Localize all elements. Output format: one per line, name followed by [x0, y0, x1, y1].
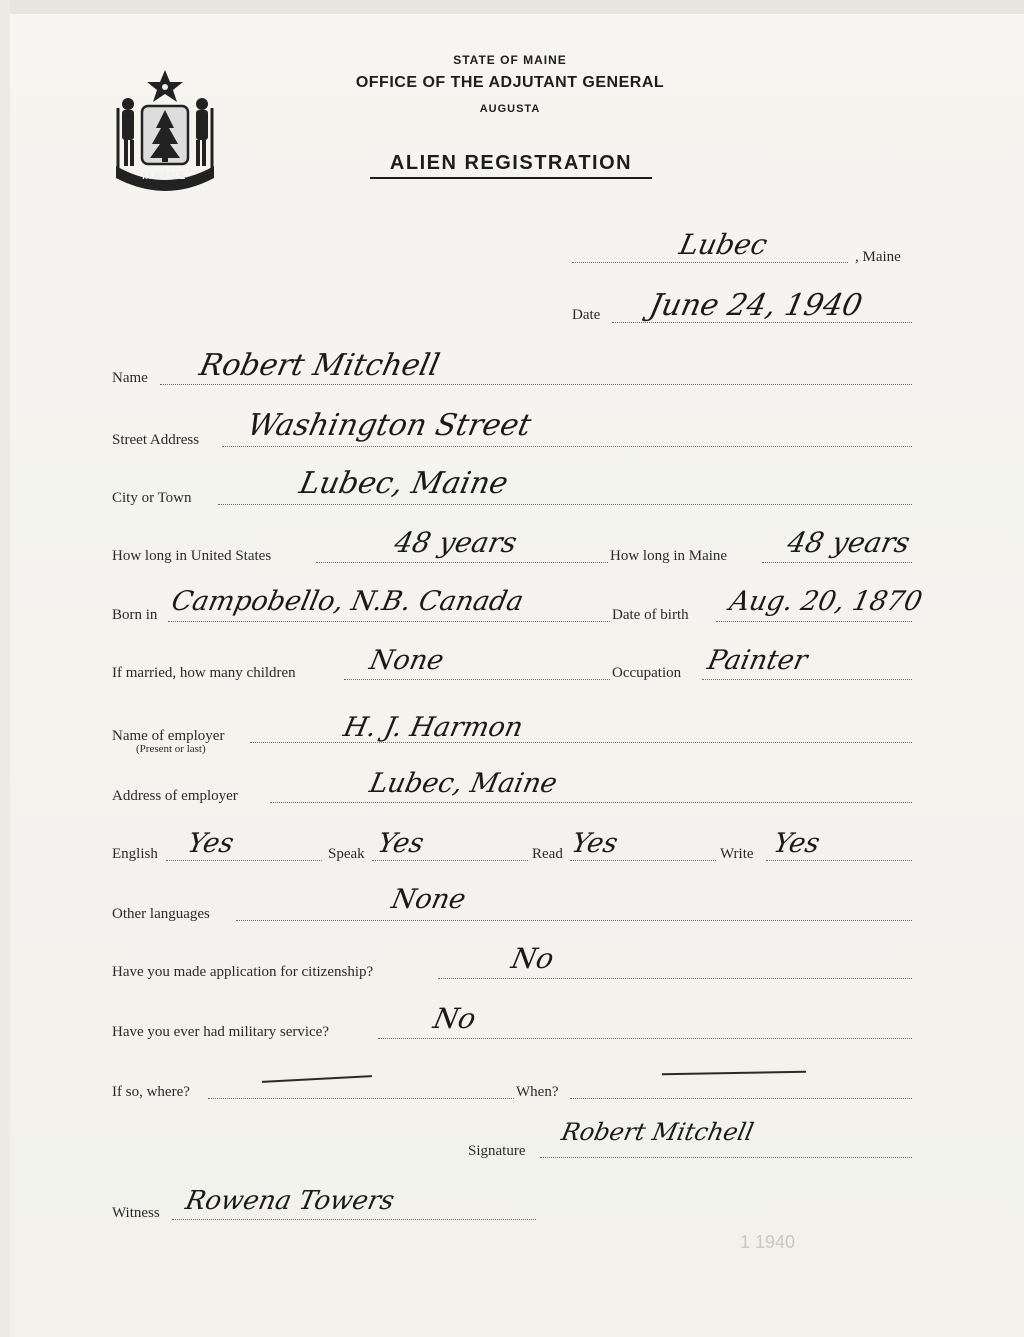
header-office: OFFICE OF THE ADJUTANT GENERAL [355, 74, 665, 91]
signature-line [540, 1157, 912, 1158]
military-label: Have you ever had military service? [112, 1024, 329, 1040]
header-city: AUGUSTA [479, 103, 541, 115]
where-dash-mark [262, 1075, 372, 1083]
write-value[interactable]: Yes [770, 828, 823, 859]
dob-value[interactable]: Aug. 20, 1870 [726, 586, 925, 617]
speak-line [372, 860, 528, 861]
city-label: City or Town [112, 490, 192, 506]
write-label: Write [720, 846, 754, 862]
employer-address-line [270, 802, 912, 803]
read-line [570, 860, 716, 861]
street-value[interactable]: Washington Street [244, 408, 535, 443]
town-line [572, 262, 848, 263]
witness-value[interactable]: Rowena Towers [182, 1186, 397, 1216]
employer-address-value[interactable]: Lubec, Maine [366, 768, 560, 799]
scan-border-left [0, 0, 10, 1337]
long-maine-label: How long in Maine [610, 548, 728, 564]
long-us-value[interactable]: 48 years [391, 526, 520, 559]
other-languages-line [236, 920, 912, 921]
when-label: When? [516, 1084, 559, 1100]
long-us-label: How long in United States [112, 548, 272, 564]
employer-value[interactable]: H. J. Harmon [340, 712, 526, 743]
write-line [766, 860, 912, 861]
town-value[interactable]: Lubec [676, 228, 771, 261]
read-label: Read [532, 846, 563, 862]
when-dash-mark [662, 1071, 806, 1076]
city-value[interactable]: Lubec, Maine [296, 466, 512, 501]
city-line [218, 504, 912, 505]
other-languages-label: Other languages [112, 906, 210, 922]
military-value[interactable]: No [430, 1002, 479, 1035]
signature-label: Signature [468, 1143, 526, 1159]
seal-banner-text: MAINE [142, 170, 188, 182]
children-label: If married, how many children [112, 665, 296, 681]
when-line [570, 1098, 912, 1099]
born-in-line [168, 621, 610, 622]
date-value[interactable]: June 24, 1940 [646, 288, 866, 323]
where-label: If so, where? [112, 1084, 190, 1100]
long-maine-line [762, 562, 912, 563]
date-label: Date [572, 307, 601, 323]
citizenship-label: Have you made application for citizenship? [112, 964, 374, 980]
street-line [222, 446, 912, 447]
street-label: Street Address [112, 432, 200, 448]
employer-sublabel: (Present or last) [136, 743, 206, 755]
header-state: STATE OF MAINE [453, 53, 567, 67]
other-languages-value[interactable]: None [388, 884, 469, 915]
read-value[interactable]: Yes [568, 828, 621, 859]
children-line [344, 679, 610, 680]
name-line [160, 384, 912, 385]
employer-address-label: Address of employer [112, 788, 238, 804]
maine-label: , Maine [855, 249, 901, 265]
military-line [378, 1038, 912, 1039]
citizenship-line [438, 978, 912, 979]
name-label: Name [112, 370, 148, 386]
occupation-line [702, 679, 912, 680]
scan-border-top [0, 0, 1024, 14]
born-in-label: Born in [112, 607, 158, 623]
occupation-value[interactable]: Painter [704, 645, 811, 676]
faint-stamp: 1 1940 [740, 1232, 796, 1252]
witness-line [172, 1219, 536, 1220]
long-maine-value[interactable]: 48 years [784, 526, 913, 559]
name-value[interactable]: Robert Mitchell [196, 348, 443, 383]
dob-label: Date of birth [612, 607, 689, 623]
witness-label: Witness [112, 1205, 160, 1221]
speak-value[interactable]: Yes [374, 828, 427, 859]
citizenship-value[interactable]: No [508, 942, 557, 975]
english-label: English [112, 846, 158, 862]
occupation-label: Occupation [612, 665, 682, 681]
speak-label: Speak [328, 846, 365, 862]
english-value[interactable]: Yes [184, 828, 237, 859]
form-title: ALIEN REGISTRATION [370, 152, 652, 179]
dob-line [716, 621, 912, 622]
children-value[interactable]: None [366, 645, 447, 676]
long-us-line [316, 562, 608, 563]
english-line [166, 860, 322, 861]
signature-value[interactable]: Robert Mitchell [559, 1118, 757, 1146]
born-in-value[interactable]: Campobello, N.B. Canada [168, 586, 527, 617]
where-line [208, 1098, 514, 1099]
employer-label: Name of employer [112, 728, 225, 744]
